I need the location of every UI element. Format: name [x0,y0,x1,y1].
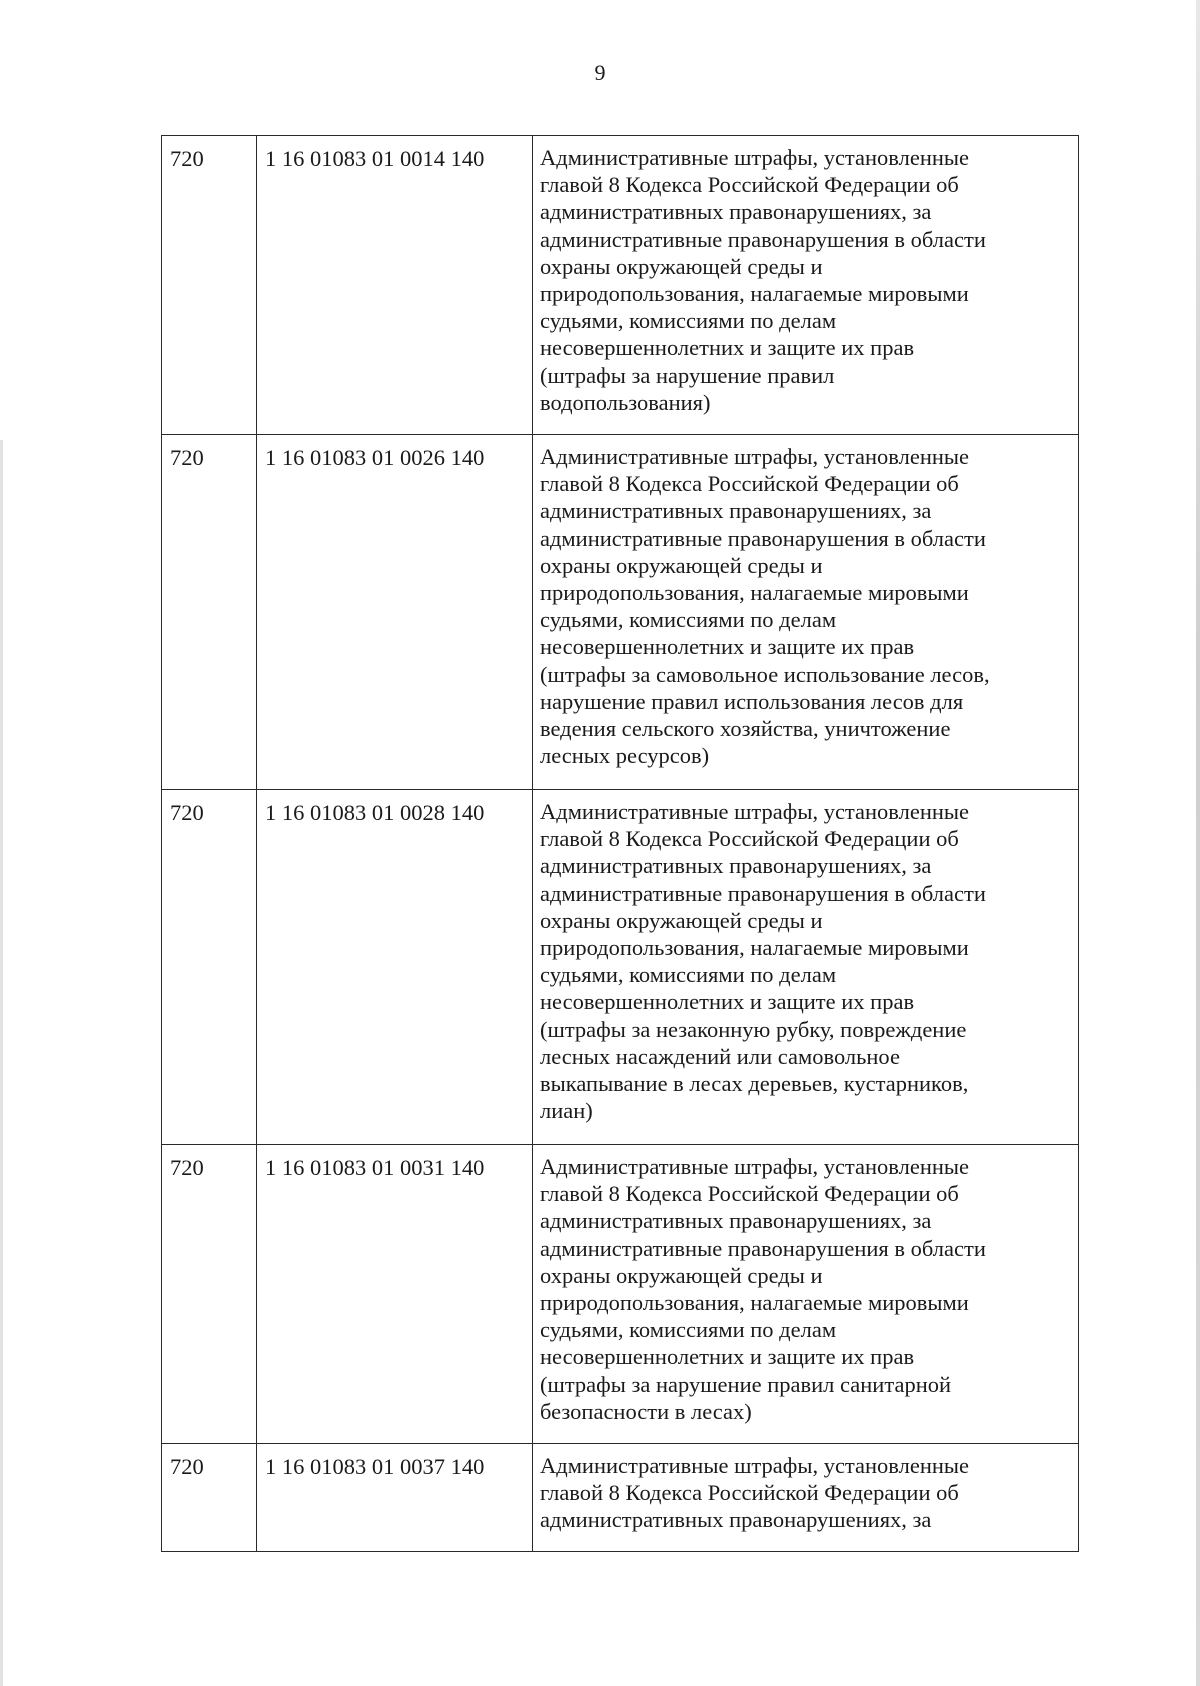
description-line: административные правонарушения в области [540,1235,986,1261]
kbk-code-cell: 1 16 01083 01 0028 140 [257,790,533,1145]
description-line: главой 8 Кодекса Российской Федерации об [540,1480,959,1506]
description-line: (штрафы за незаконную рубку, повреждение [540,1016,967,1042]
description-line: административных правонарушениях, за [540,498,932,524]
description-line: несовершеннолетних и защите их прав [540,1344,915,1370]
admin-code-cell: 720 [162,790,257,1145]
description-line: административных правонарушениях, за [540,1208,932,1234]
description-line: Административные штрафы, установленные [540,1154,970,1179]
description-line: водопользования) [540,389,711,415]
description-line: охраны окружающей среды и [540,907,823,933]
description-line: несовершеннолетних и защите их прав [540,335,915,361]
description-line: лесных насаждений или самовольное [540,1043,900,1069]
description-cell [533,790,1079,1145]
admin-code-cell: 720 [162,136,257,435]
description-cell [533,1145,1079,1444]
description-line: (штрафы за нарушение правил [540,362,835,388]
description-line: административные правонарушения в области [540,880,986,906]
description-line: судьями, комиссиями по делам [540,962,837,988]
description-line: главой 8 Кодекса Российской Федерации об [540,172,959,198]
description-line: охраны окружающей среды и [540,253,823,279]
description-line: выкапывание в лесах деревьев, кустарников, [540,1071,969,1097]
description-line: лиан) [540,1098,593,1124]
description-line: (штрафы за самовольное использование лесов, [540,661,990,687]
description-line: лесных ресурсов) [540,743,710,769]
kbk-code-cell: 1 16 01083 01 0031 140 [257,1145,533,1444]
description-cell [533,435,1079,790]
admin-code-cell: 720 [162,1145,257,1444]
description-line: судьями, комиссиями по делам [540,607,837,633]
description-line: ведения сельского хозяйства, уничтожение [540,716,951,742]
description-cell [533,136,1079,435]
description-line: административных правонарушениях, за [540,1507,932,1533]
description-line: безопасности в лесах) [540,1398,752,1424]
table-row [162,1145,1079,1444]
table-row [162,1444,1079,1552]
kbk-code-cell: 1 16 01083 01 0014 140 [257,136,533,435]
table-row [162,790,1079,1145]
description-line: Административные штрафы, установленные [540,799,970,824]
description-line: главой 8 Кодекса Российской Федерации об [540,471,959,497]
description-line: охраны окружающей среды и [540,1262,823,1288]
description-line: несовершеннолетних и защите их прав [540,989,915,1015]
description-line: главой 8 Кодекса Российской Федерации об [540,826,959,852]
description-line: административные правонарушения в области [540,226,986,252]
page-number: 9 [594,60,606,85]
description-line: несовершеннолетних и защите их прав [540,634,915,660]
description-line: административных правонарушениях, за [540,853,932,879]
table-row [162,435,1079,790]
admin-code-cell: 720 [162,435,257,790]
scan-edge-left [0,440,3,1686]
description-line: судьями, комиссиями по делам [540,308,837,334]
description-line: охраны окружающей среды и [540,552,823,578]
kbk-code-cell: 1 16 01083 01 0026 140 [257,435,533,790]
description-line: судьями, комиссиями по делам [540,1317,837,1343]
description-line: административных правонарушениях, за [540,199,932,225]
description-cell [533,1444,1079,1552]
description-line: административные правонарушения в области [540,525,986,551]
description-line: Административные штрафы, установленные [540,1453,970,1478]
description-line: природопользования, налагаемые мировыми [540,1290,969,1316]
admin-code-cell: 720 [162,1444,257,1552]
table-row [162,136,1079,435]
description-line: природопользования, налагаемые мировыми [540,935,969,961]
description-line: Административные штрафы, установленные [540,444,970,469]
description-line: главой 8 Кодекса Российской Федерации об [540,1181,959,1207]
description-line: природопользования, налагаемые мировыми [540,580,969,606]
kbk-code-cell: 1 16 01083 01 0037 140 [257,1444,533,1552]
scan-edge-right [1196,0,1200,1686]
description-line: нарушение правил использования лесов для [540,688,964,714]
description-line: Административные штрафы, установленные [540,145,970,170]
description-line: природопользования, налагаемые мировыми [540,281,969,307]
description-line: (штрафы за нарушение правил санитарной [540,1371,952,1397]
revenue-codes-table [161,135,1079,1552]
